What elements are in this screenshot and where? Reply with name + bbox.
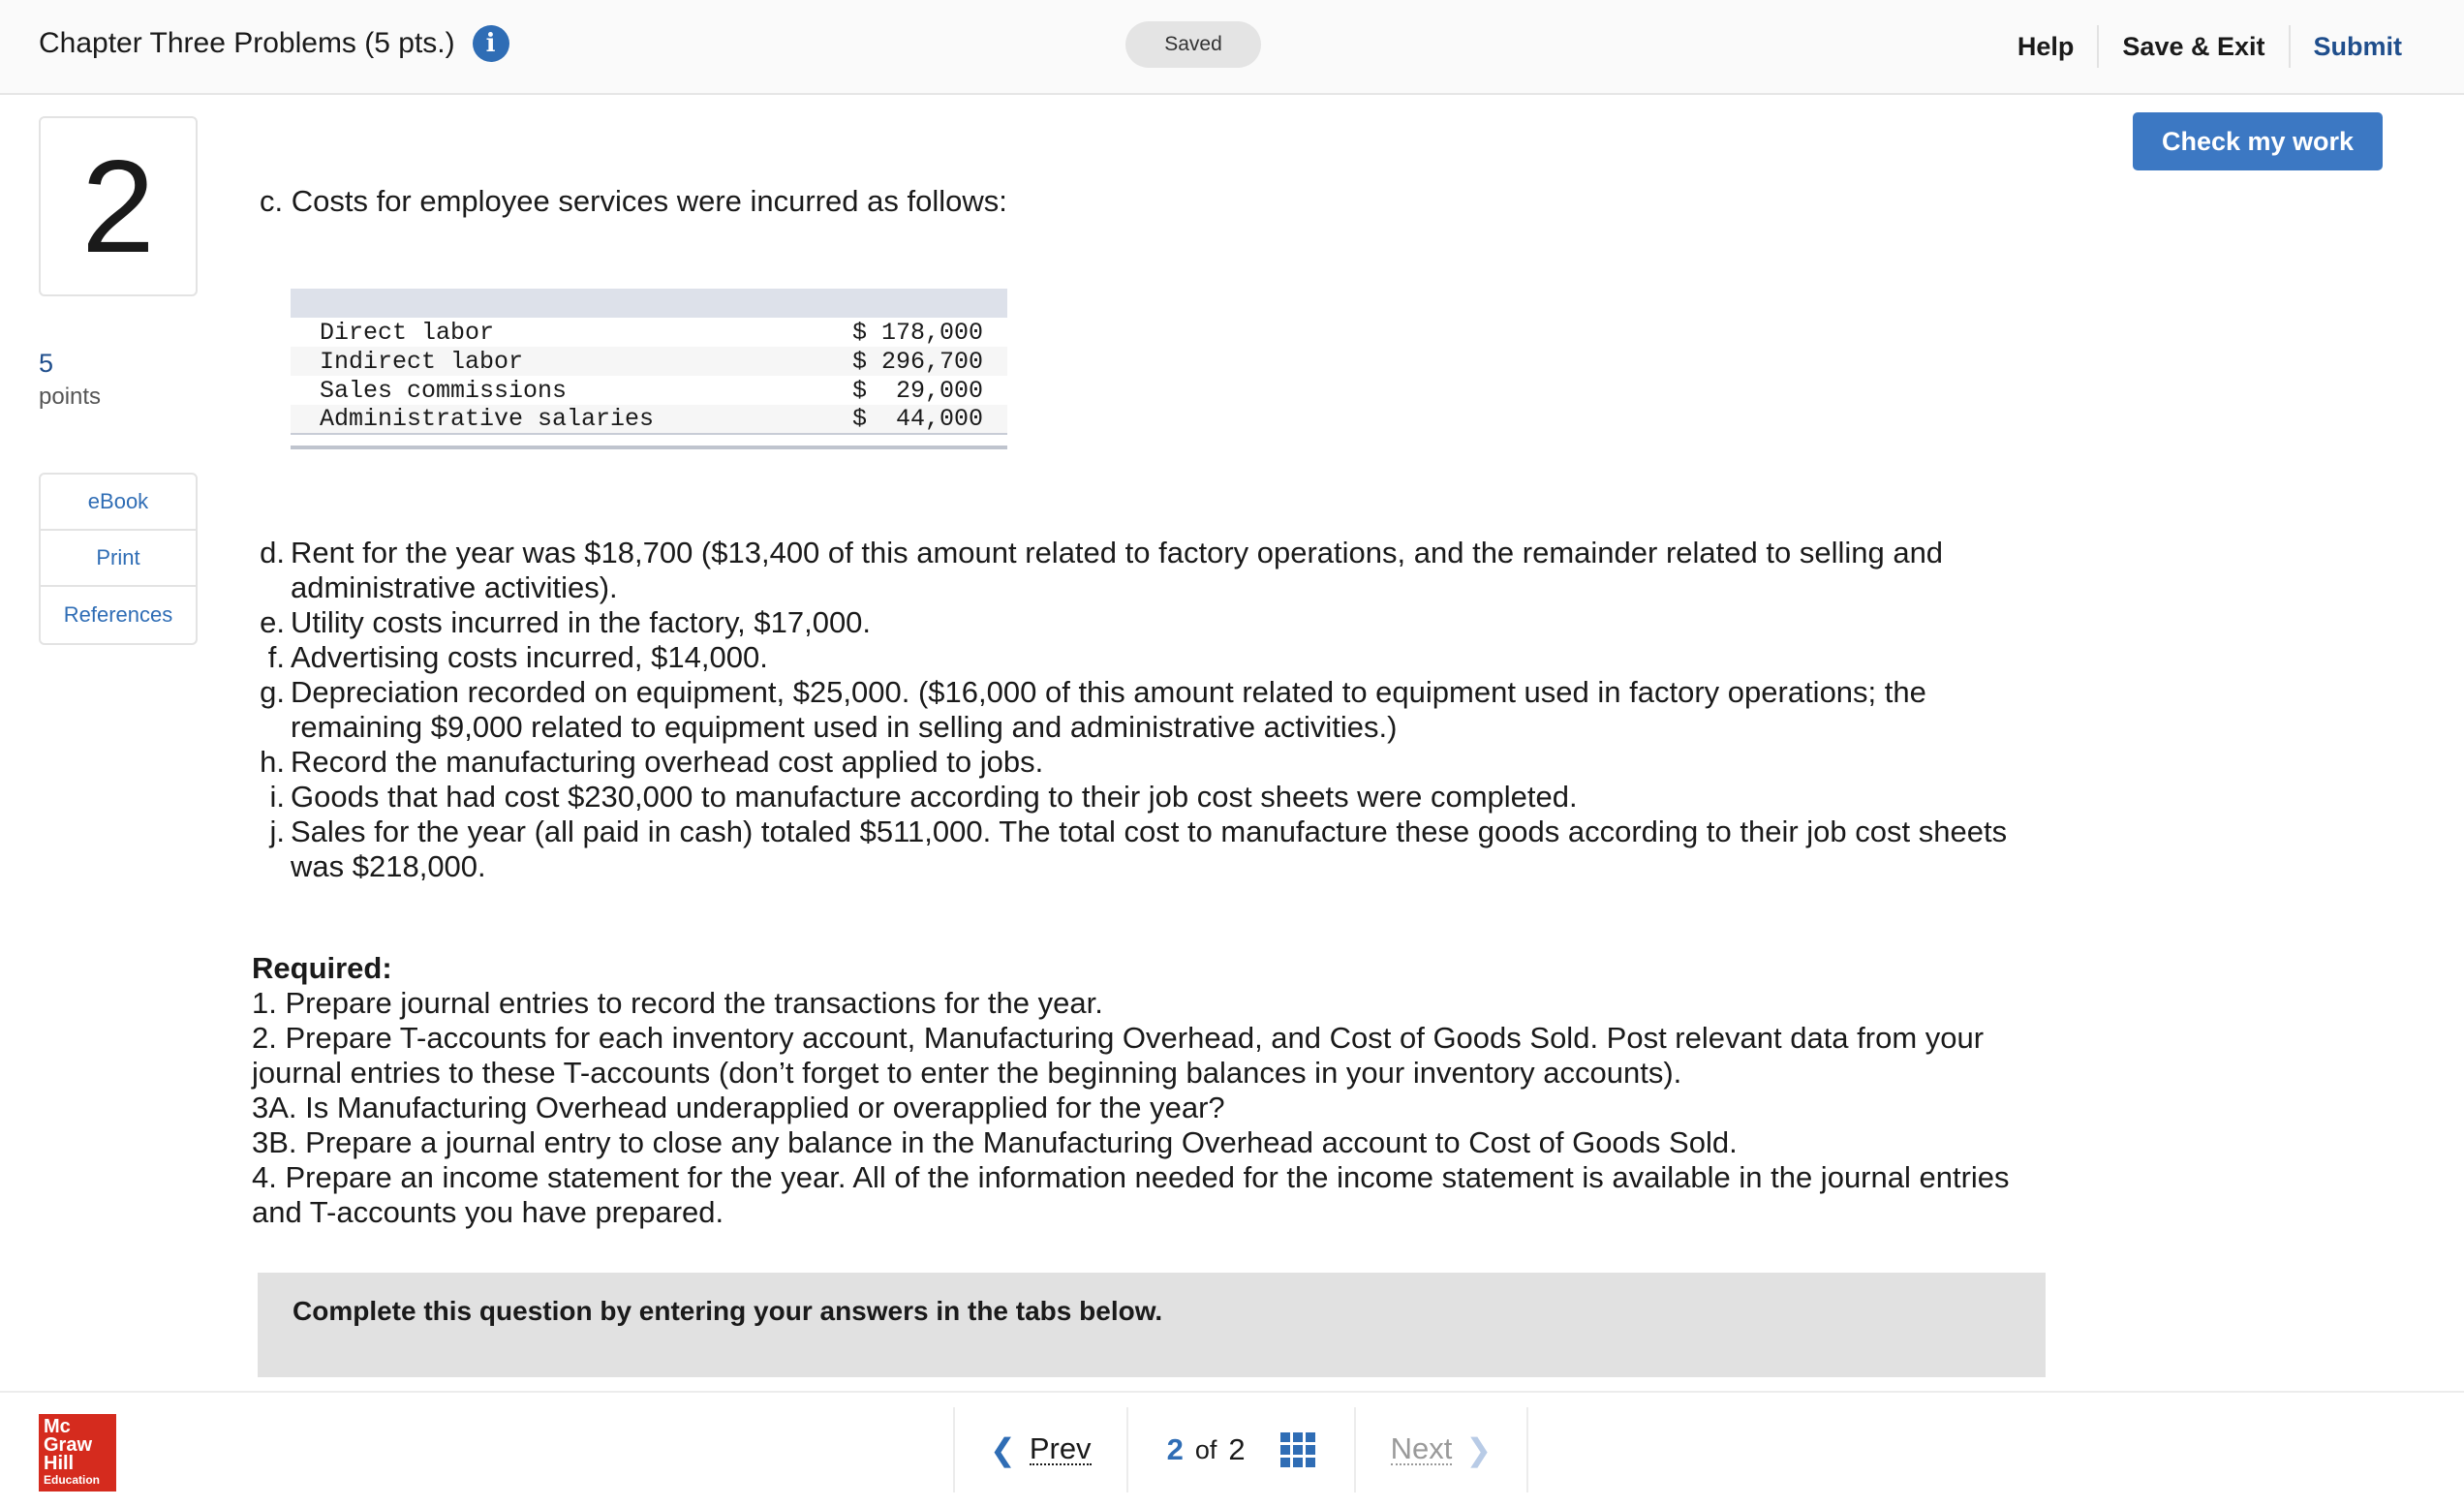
submit-link[interactable]: Submit <box>2313 31 2402 61</box>
footer-bar <box>0 1391 2464 1507</box>
info-icon[interactable]: i <box>473 25 509 62</box>
current-page: 2 <box>1166 1432 1184 1466</box>
logo-line: Graw <box>44 1434 93 1456</box>
logo-subtitle: Education <box>44 1473 101 1487</box>
item-text: Record the manufacturing overhead cost applied to jobs. <box>291 745 1044 779</box>
cost-label: Indirect labor <box>291 347 852 376</box>
header-bar <box>0 0 2464 95</box>
ebook-link[interactable]: eBook <box>41 475 196 531</box>
list-item <box>254 745 2055 780</box>
item-label: e. <box>260 605 285 639</box>
required-section <box>252 951 2053 1230</box>
table-footer-row <box>291 434 1007 447</box>
header-nav <box>1994 23 2425 70</box>
next-button[interactable] <box>1356 1431 1527 1468</box>
next-label: Next <box>1390 1431 1453 1465</box>
list-item <box>254 605 2055 640</box>
required-item: 3B. Prepare a journal entry to close any balance in the Manufacturing Overhead account to Cost of Goods Sold. <box>252 1125 1738 1159</box>
list-item <box>254 640 2055 675</box>
list-item <box>254 780 2055 815</box>
cost-amount: $ 44,000 <box>852 405 1007 434</box>
save-exit-link[interactable]: Save & Exit <box>2122 31 2265 61</box>
table-row <box>291 405 1007 434</box>
logo-line: Hill <box>44 1453 75 1474</box>
cost-amount: $ 29,000 <box>852 376 984 405</box>
assignment-title-group <box>39 25 509 62</box>
item-label: h. <box>260 745 285 779</box>
table-header-row <box>291 289 1007 318</box>
list-item <box>254 815 2055 884</box>
item-label: g. <box>260 675 285 709</box>
logo-line: Mc <box>44 1416 71 1437</box>
chevron-left-icon: ❮ <box>990 1432 1016 1467</box>
points-value: 5 <box>39 349 54 378</box>
item-text: Depreciation recorded on equipment, $25,000. ($16,000 of this amount related to equipment used in factory operations; the remaining $9,000 related to equipment used in selling and administrative activities.) <box>291 675 1926 744</box>
page-count <box>1128 1432 1354 1467</box>
pager-divider <box>1526 1407 1528 1492</box>
prev-label: Prev <box>1029 1431 1092 1465</box>
total-pages: 2 <box>1228 1432 1246 1466</box>
item-label: j. <box>269 815 285 848</box>
item-text: Advertising costs incurred, $14,000. <box>291 640 768 674</box>
item-c-intro: c. Costs for employee services were incurred as follows: <box>260 184 1007 218</box>
question-number: 2 <box>39 116 198 296</box>
required-title: Required: <box>252 951 392 985</box>
required-item: 3A. Is Manufacturing Overhead underapplied or overapplied for the year? <box>252 1091 1225 1124</box>
chevron-right-icon: ❯ <box>1465 1432 1493 1467</box>
cost-label: Direct labor <box>320 318 495 347</box>
table-row <box>291 376 1007 405</box>
saved-status-badge: Saved <box>1125 21 1261 68</box>
assignment-title: Chapter Three Problems (5 pts.) <box>39 27 455 59</box>
table-row <box>291 318 1007 347</box>
mcgraw-hill-logo <box>39 1414 116 1492</box>
help-link[interactable]: Help <box>2017 31 2075 61</box>
table-row <box>291 347 1007 376</box>
pagination <box>953 1393 1528 1507</box>
points-label: points <box>39 384 102 410</box>
cost-amount: $ 296,700 <box>852 347 1007 376</box>
of-label: of <box>1194 1434 1217 1464</box>
item-text: Sales for the year (all paid in cash) totaled $511,000. The total cost to manufacture these goods according to their job cost sheets was $218,000. <box>291 815 2008 883</box>
instructions-text: Complete this question by entering your answers in the tabs below. <box>293 1296 1163 1326</box>
item-text: Rent for the year was $18,700 ($13,400 of this amount related to factory operations, and the remainder related to selling and administrative activities). <box>291 536 1944 604</box>
cost-label: Sales commissions <box>320 376 568 405</box>
prev-button[interactable] <box>955 1431 1126 1468</box>
item-label: d. <box>260 536 285 569</box>
list-item <box>254 536 2055 605</box>
employee-costs-table <box>291 289 1007 449</box>
item-label: i. <box>269 780 285 814</box>
print-link[interactable]: Print <box>41 531 196 587</box>
required-item: 1. Prepare journal entries to record the transactions for the year. <box>252 986 1103 1020</box>
references-link[interactable]: References <box>63 602 173 627</box>
item-label: f. <box>267 640 285 674</box>
required-item: 2. Prepare T-accounts for each inventory account, Manufacturing Overhead, and Cost of Goods Sold. Post relevant data from your journal entries to these T-accounts (don’t forget to enter the beginning balances in your inventory accounts). <box>252 1021 1985 1090</box>
check-my-work-button[interactable]: Check my work <box>2133 112 2383 170</box>
cost-label: Administrative salaries <box>291 405 852 434</box>
resources-panel <box>39 473 198 645</box>
instructions-banner <box>258 1273 2046 1377</box>
item-text: Utility costs incurred in the factory, $17,000. <box>291 605 872 639</box>
transaction-items <box>254 536 2055 884</box>
grid-icon[interactable] <box>1280 1432 1315 1467</box>
item-text: Goods that had cost $230,000 to manufacture according to their job cost sheets were completed. <box>291 780 1578 814</box>
cost-amount: $ 178,000 <box>852 318 984 347</box>
required-item: 4. Prepare an income statement for the year. All of the information needed for the income statement is available in the journal entries and T-accounts you have prepared. <box>252 1160 2010 1229</box>
list-item <box>254 675 2055 745</box>
